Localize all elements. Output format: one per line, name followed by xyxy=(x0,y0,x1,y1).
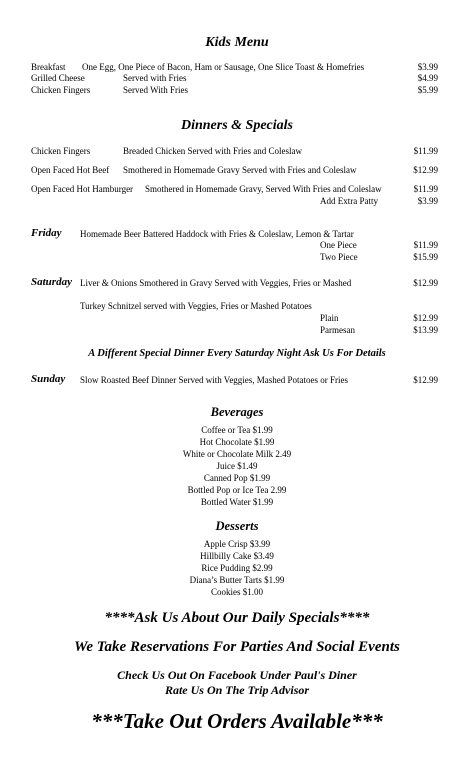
kids-item-name: Grilled Cheese xyxy=(31,73,85,83)
tripadvisor-note: Rate Us On The Trip Advisor xyxy=(164,683,310,697)
dinners-title: Dinners & Specials xyxy=(180,118,293,133)
desserts-title: Desserts xyxy=(215,519,259,533)
schnitzel-option: Plain xyxy=(320,313,339,323)
kids-item-desc: Served with Fries xyxy=(123,73,187,83)
kids-menu-title: Kids Menu xyxy=(205,35,269,50)
dessert-item: Rice Pudding $2.99 xyxy=(201,563,273,573)
dinner-item-name: Open Faced Hot Hamburger xyxy=(31,184,134,194)
schnitzel-price: $13.99 xyxy=(413,325,438,335)
facebook-note: Check Us Out On Facebook Under Paul's Diner xyxy=(117,668,357,682)
dinner-item-price: $11.99 xyxy=(413,184,438,194)
saturday-label: Saturday xyxy=(31,276,72,288)
kids-item-name: Chicken Fingers xyxy=(31,85,91,95)
dinner-item-desc: Breaded Chicken Served with Fries and Coleslaw xyxy=(123,146,302,156)
extra-patty-label: Add Extra Patty xyxy=(320,196,378,206)
kids-item-price: $5.99 xyxy=(417,85,438,95)
friday-price: $11.99 xyxy=(413,240,438,250)
kids-item-name: Breakfast xyxy=(31,62,66,72)
beverages-title: Beverages xyxy=(210,405,264,419)
takeout-banner: ***Take Out Orders Available*** xyxy=(91,709,383,733)
beverage-item: White or Chocolate Milk 2.49 xyxy=(182,449,292,459)
beverage-item: Juice $1.49 xyxy=(216,461,258,471)
extra-patty-price: $3.99 xyxy=(417,196,438,206)
kids-item-price: $3.99 xyxy=(417,62,438,72)
friday-price: $15.99 xyxy=(413,252,438,262)
sunday-price: $12.99 xyxy=(413,375,438,385)
dinner-item-price: $12.99 xyxy=(413,165,438,175)
dessert-item: Hillbilly Cake $3.49 xyxy=(200,551,274,561)
dessert-item: Diana’s Butter Tarts $1.99 xyxy=(189,575,285,585)
dinner-item-price: $11.99 xyxy=(413,146,438,156)
saturday-desc: Liver & Onions Smothered in Gravy Served with Veggies, Fries or Mashed xyxy=(80,278,352,288)
kids-item-desc: One Egg, One Piece of Bacon, Ham or Sausage, One Slice Toast & Homefries xyxy=(82,62,365,72)
kids-item-desc: Served With Fries xyxy=(123,85,188,95)
daily-specials-banner: ****Ask Us About Our Daily Specials**** xyxy=(104,610,370,626)
beverage-item: Bottled Water $1.99 xyxy=(200,497,274,507)
dinner-item-name: Chicken Fingers xyxy=(31,146,91,156)
beverage-item: Canned Pop $1.99 xyxy=(203,473,271,483)
sunday-desc: Slow Roasted Beef Dinner Served with Veggies, Mashed Potatoes or Fries xyxy=(80,375,349,385)
saturday-special-note: A Different Special Dinner Every Saturday Night Ask Us For Details xyxy=(88,348,386,359)
friday-option: Two Piece xyxy=(320,252,358,262)
friday-desc: Homemade Beer Battered Haddock with Fries & Coleslaw, Lemon & Tartar xyxy=(80,229,354,239)
friday-label: Friday xyxy=(31,227,62,239)
reservations-banner: We Take Reservations For Parties And Social Events xyxy=(74,639,400,655)
dinner-item-desc: Smothered in Homemade Gravy, Served With Fries and Coleslaw xyxy=(145,184,382,194)
beverage-item: Hot Chocolate $1.99 xyxy=(199,437,275,447)
kids-item-price: $4.99 xyxy=(417,73,438,83)
schnitzel-price: $12.99 xyxy=(413,313,438,323)
saturday-price: $12.99 xyxy=(413,278,438,288)
dessert-item: Apple Crisp $3.99 xyxy=(203,539,271,549)
beverage-item: Coffee or Tea $1.99 xyxy=(201,425,273,435)
beverage-item: Bottled Pop or Ice Tea 2.99 xyxy=(187,485,287,495)
schnitzel-desc: Turkey Schnitzel served with Veggies, Fries or Mashed Potatoes xyxy=(80,301,312,311)
sunday-label: Sunday xyxy=(31,373,66,385)
dinner-item-name: Open Faced Hot Beef xyxy=(31,165,110,175)
dessert-item: Cookies $1.00 xyxy=(210,587,263,597)
friday-option: One Piece xyxy=(320,240,357,250)
dinner-item-desc: Smothered in Homemade Gravy Served with Fries and Coleslaw xyxy=(123,165,357,175)
schnitzel-option: Parmesan xyxy=(320,325,355,335)
